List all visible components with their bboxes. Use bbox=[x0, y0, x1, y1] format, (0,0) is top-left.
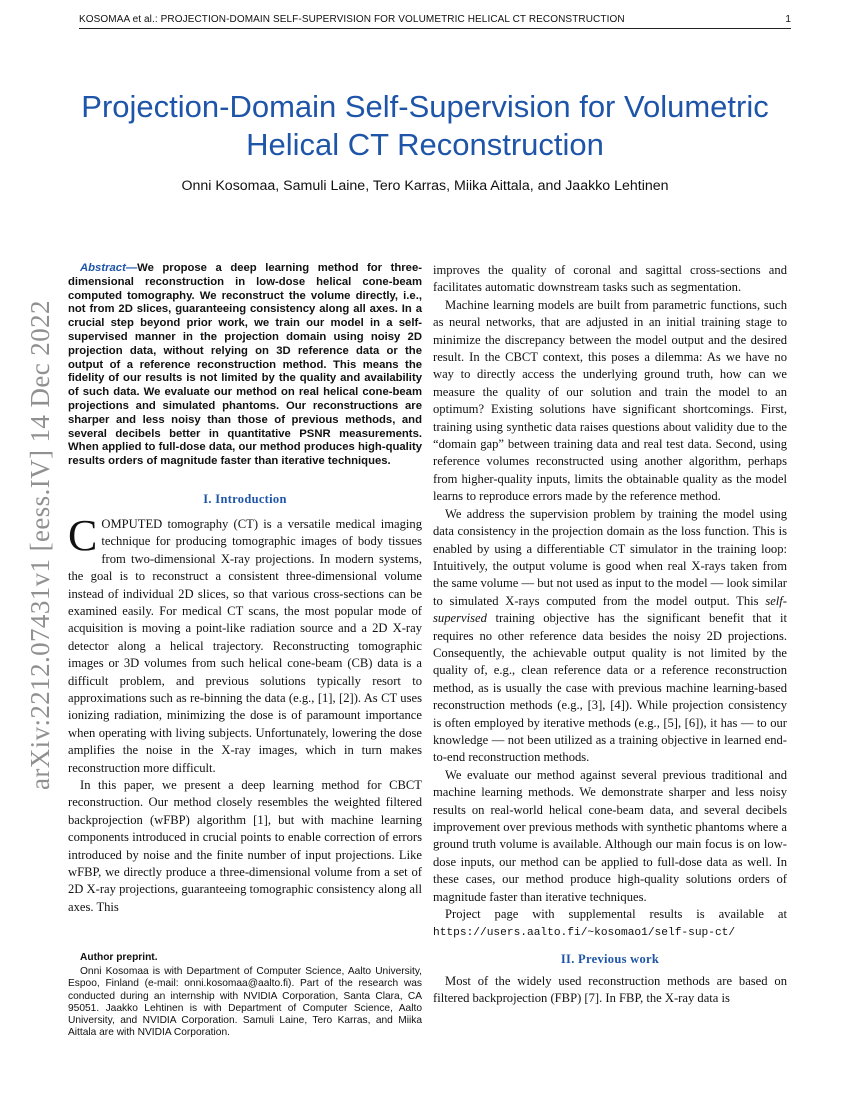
intro-paragraph-1-text: OMPUTED tomography (CT) is a versatile medical imaging technique for producing tomographic images of body tissues from two-dimensional X-ray projections. In modern systems, the goal is to reconstruct a consistent three-dimensional volume instead of individual 2D slices, so that various cross-sections can be examined easily. For medical CT scans, the most popular mode of acquisition is moving a point-like radiation source and a 2D X-ray detector along a helical trajectory. Reconstructing tomographic images or 3D volumes from such helical cone-beam (CB) data is a difficult problem, and previous solutions typically resort to approximations such as re-binning the data (e.g., [1], [2]). As CT uses ionizing radiation, minimizing the dose is of paramount importance when operating with living subjects. Unfortunately, lowering the dose amplifies the noise in the X-ray images, which in turn makes reconstruction more difficult. bbox=[68, 516, 422, 775]
author-list: Onni Kosomaa, Samuli Laine, Tero Karras, Miika Aittala, and Jaakko Lehtinen bbox=[181, 178, 669, 194]
paragraph-evaluation: We evaluate our method against several previous traditional and machine learning methods. We demonstrate sharper and less noisy results on real-world helical cone-beam data, and several decibels improvement over previous methods with synthetic phantoms where a ground truth volume is available. Although our main focus is on low-dose inputs, our method can be applied to full-dose data as well. In these cases, our method produce high-quality solutions orders of magnitude faster than iterative techniques. bbox=[433, 767, 787, 904]
footnote-text: Onni Kosomaa is with Department of Computer Science, Aalto University, Espoo, Finland (e-mail: onni.kosomaa@aalto.fi). Part of the research was conducted during an internship with NVIDIA Corporation, Santa Clara, CA 95051. Jaakko Lehtinen is with Department of Computer Science, Aalto University, and NVIDIA Corporation. Samuli Laine, Tero Karras, and Miika Aittala are with NVIDIA Corporation. bbox=[68, 966, 422, 1039]
running-head-text: KOSOMAA et al.: PROJECTION-DOMAIN SELF-SUPERVISION FOR VOLUMETRIC HELICAL CT RECONSTRUCTION bbox=[79, 14, 625, 25]
intro-paragraph-1 bbox=[68, 510, 422, 777]
section-heading-introduction: I. Introduction bbox=[203, 491, 287, 506]
abstract-text: We propose a deep learning method for three-dimensional reconstruction in low-dose helical cone-beam computed tomography. We reconstruct the volume directly, i.e., not from 2D slices, guaranteeing consistency along all axes. In a crucial step beyond prior work, we train our model in a self-supervised manner in the projection domain using noisy 2D projection data, without relying on 3D reference data or the output of a reference reconstruction method. This means the fidelity of our results is not limited by the quality and availability of such data. We evaluate our method on real helical cone-beam projections and simulated phantoms. Our reconstructions are sharper and less noisy than those of previous methods, and several decibels better in quantitative PSNR measurements. When applied to full-dose data, our method produces high-quality results orders of magnitude faster than iterative techniques. bbox=[68, 262, 422, 468]
supervision-text-a: We address the supervision problem by training the model using data consistency in the projection domain as the loss function. This is enabled by using a differentiable CT simulator in the training loop: Intuitively, the output volume is good when real X-rays taken from the same volume — but not used as input to the model — look similar to simulated X-rays computed from the model output. This bbox=[433, 506, 787, 608]
paragraph-machine-learning: Machine learning models are built from parametric functions, such as neural networks, that are adjusted in an initial training stage to minimize the discrepancy between the model output and the desired result. In the CBCT context, this poses a dilemma: As we have no way to directly access the underlying ground truth, how can we measure the quality of our solution and train the model to an optimum? Existing solutions have significant shortcomings. First, training using synthetic data raises questions about validity due to the “domain gap” between training data and real test data. Second, using reference volumes reconstructed using another algorithm, perhaps from higher-quality inputs, limits the obtainable quality as the model learns to reproduce errors made by the reference method. bbox=[433, 297, 787, 504]
project-page-text: Project page with supplemental results is available at bbox=[445, 907, 787, 922]
paragraph-previous-work: Most of the widely used reconstruction methods are based on filtered backprojection (FBP) [7]. In FBP, the X-ray data is bbox=[433, 973, 787, 1006]
arxiv-stamp: arXiv:2212.07431v1 [eess.IV] 14 Dec 2022 bbox=[25, 300, 55, 790]
paragraph-project-page bbox=[433, 906, 787, 943]
intro-paragraph-2: In this paper, we present a deep learning method for CBCT reconstruction. Our method closely resembles the weighted filtered backprojection (wFBP) algorithm [1], but with machine learning components introduced in crucial points to enable correction of errors introduced by noise and the finite number of input projections. Like wFBP, we directly produce a three-dimensional volume from a set of 2D X-ray projections, guaranteeing tomographic consistency along all axes. This bbox=[68, 778, 422, 914]
section-heading-previous-work: II. Previous work bbox=[560, 951, 660, 966]
paragraph-continued: improves the quality of coronal and sagittal cross-sections and facilitates automatic downstream tasks such as segmentation. bbox=[433, 263, 787, 295]
self-supervised-emphasis: self-supervised bbox=[433, 593, 787, 626]
project-url-link[interactable]: https://users.aalto.fi/~kosomao1/self-sup-ct/ bbox=[433, 927, 736, 940]
drop-cap: C bbox=[68, 510, 98, 560]
supervision-text-b: training objective has the significant benefit that it requires no other reference data besides the noisy 2D projections. Consequently, the achievable output quality is not limited by the quality of, e.g., clean reference data or a reference reconstruction method, as is usually the case with previous machine learning-based reconstruction methods (e.g., [3], [4]). While projection consistency is often employed by iterative methods (e.g., [5], [6]), it has — to our knowledge — not been utilized as a training objective in learned end-to-end reconstruction methods. bbox=[433, 611, 787, 765]
footnote-heading: Author preprint. bbox=[80, 952, 158, 963]
abstract bbox=[68, 262, 422, 469]
left-column bbox=[68, 262, 422, 916]
page-number: 1 bbox=[785, 14, 791, 25]
author-footnote bbox=[68, 952, 422, 1039]
paper-title: Projection-Domain Self-Supervision for Volumetric Helical CT Reconstruction bbox=[81, 89, 769, 162]
right-column bbox=[433, 262, 787, 1008]
header-rule bbox=[79, 28, 791, 29]
paragraph-supervision bbox=[433, 506, 787, 767]
abstract-label: Abstract— bbox=[80, 262, 138, 274]
